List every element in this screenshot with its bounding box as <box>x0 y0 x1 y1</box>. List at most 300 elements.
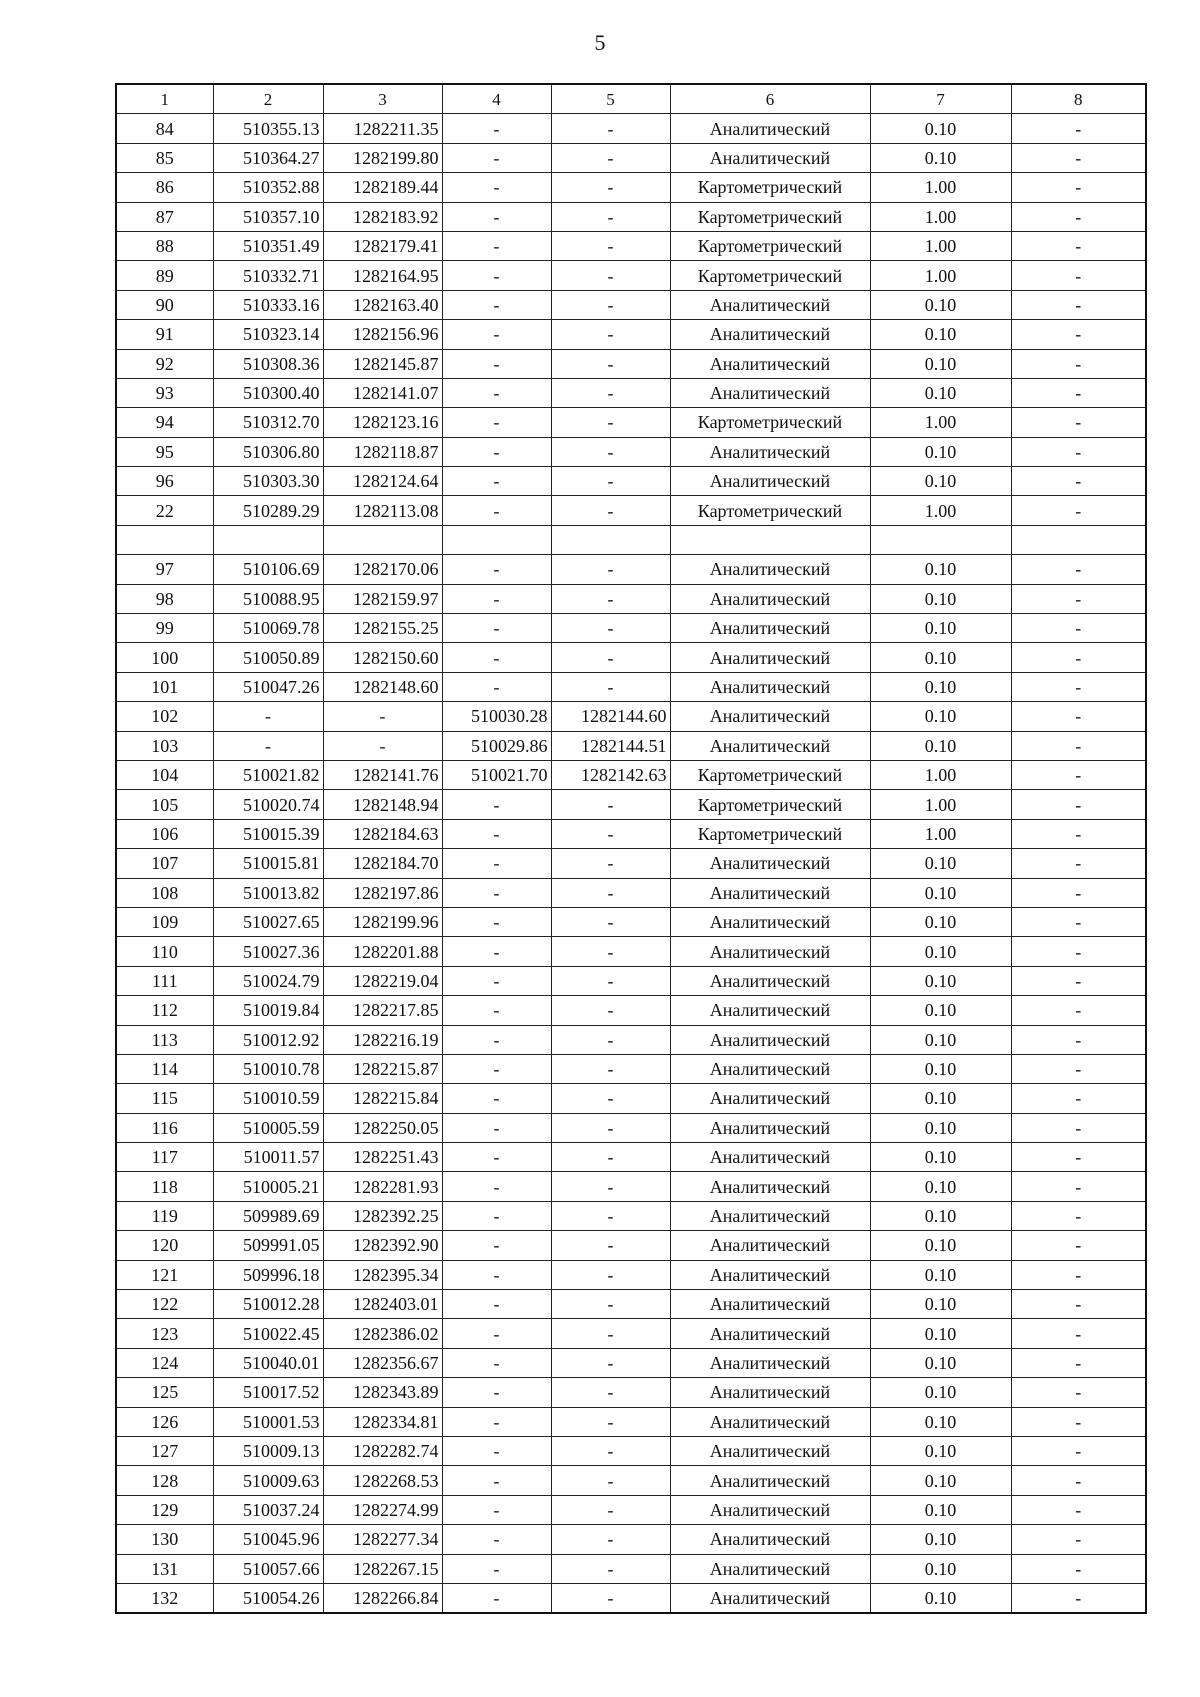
cell-method: Аналитический <box>670 672 870 701</box>
cell-note: - <box>1011 496 1146 525</box>
cell-new-y-coordinate: - <box>551 819 670 848</box>
cell-accuracy: 1.00 <box>870 496 1011 525</box>
table-row <box>116 1407 1146 1436</box>
cell-new-x-coordinate: - <box>442 996 551 1025</box>
cell-new-y-coordinate: - <box>551 114 670 143</box>
cell-x-coordinate: - <box>213 731 323 760</box>
cell-new-x-coordinate: - <box>442 1319 551 1348</box>
cell-new-x-coordinate: - <box>442 173 551 202</box>
cell-y-coordinate: 1282215.84 <box>323 1084 442 1113</box>
cell-y-coordinate: 1282184.63 <box>323 819 442 848</box>
cell-method: Аналитический <box>670 1407 870 1436</box>
cell-y-coordinate: 1282197.86 <box>323 878 442 907</box>
header-cell-point-number: 1 <box>116 84 213 114</box>
cell-method: Аналитический <box>670 702 870 731</box>
header-cell-y-coordinate: 3 <box>323 84 442 114</box>
cell-new-x-coordinate: - <box>442 496 551 525</box>
cell-x-coordinate: 510047.26 <box>213 672 323 701</box>
cell-point-number: 126 <box>116 1407 213 1436</box>
cell-method: Аналитический <box>670 1231 870 1260</box>
table-row <box>116 202 1146 231</box>
cell-y-coordinate: 1282123.16 <box>323 408 442 437</box>
cell-point-number: 107 <box>116 849 213 878</box>
cell-new-y-coordinate: - <box>551 1143 670 1172</box>
cell-x-coordinate: 510019.84 <box>213 996 323 1025</box>
table-row <box>116 702 1146 731</box>
cell-new-y-coordinate: - <box>551 584 670 613</box>
cell-point-number: 118 <box>116 1172 213 1201</box>
cell-new-y-coordinate: - <box>551 849 670 878</box>
cell-accuracy: 0.10 <box>870 1290 1011 1319</box>
cell-accuracy: 0.10 <box>870 1466 1011 1495</box>
cell-x-coordinate: 510332.71 <box>213 261 323 290</box>
cell-accuracy: 0.10 <box>870 1231 1011 1260</box>
cell-new-x-coordinate: - <box>442 643 551 672</box>
cell-accuracy: 0.10 <box>870 643 1011 672</box>
cell-accuracy: 0.10 <box>870 584 1011 613</box>
cell-new-y-coordinate: - <box>551 231 670 260</box>
cell-x-coordinate: 510012.28 <box>213 1290 323 1319</box>
cell-new-y-coordinate: - <box>551 1172 670 1201</box>
cell-y-coordinate: 1282277.34 <box>323 1525 442 1554</box>
cell-method: Картометрический <box>670 496 870 525</box>
cell-new-x-coordinate: - <box>442 1466 551 1495</box>
cell-method: Аналитический <box>670 1054 870 1083</box>
cell-point-number: 22 <box>116 496 213 525</box>
cell-new-y-coordinate: - <box>551 1260 670 1289</box>
cell-new-y-coordinate: - <box>551 614 670 643</box>
cell-point-number: 99 <box>116 614 213 643</box>
cell-new-y-coordinate: - <box>551 1084 670 1113</box>
cell-new-x-coordinate: - <box>442 849 551 878</box>
cell-new-y-coordinate: - <box>551 378 670 407</box>
cell-y-coordinate: 1282141.76 <box>323 760 442 789</box>
cell-accuracy: 0.10 <box>870 1525 1011 1554</box>
table-row <box>116 525 1146 554</box>
cell-method: Аналитический <box>670 1084 870 1113</box>
cell-x-coordinate: 510027.65 <box>213 907 323 936</box>
cell-method: Аналитический <box>670 349 870 378</box>
cell-y-coordinate: 1282215.87 <box>323 1054 442 1083</box>
cell-y-coordinate: 1282199.80 <box>323 143 442 172</box>
cell-method: Аналитический <box>670 114 870 143</box>
cell-new-x-coordinate: - <box>442 1554 551 1583</box>
cell-point-number: 127 <box>116 1436 213 1465</box>
cell-note: - <box>1011 1319 1146 1348</box>
cell-y-coordinate: 1282211.35 <box>323 114 442 143</box>
cell-point-number: 113 <box>116 1025 213 1054</box>
cell-new-x-coordinate: - <box>442 790 551 819</box>
table-row <box>116 584 1146 613</box>
cell-accuracy: 1.00 <box>870 760 1011 789</box>
cell-accuracy: 0.10 <box>870 1084 1011 1113</box>
cell-point-number: 85 <box>116 143 213 172</box>
cell-new-x-coordinate: - <box>442 1054 551 1083</box>
cell-accuracy: 0.10 <box>870 1348 1011 1377</box>
cell-point-number: 110 <box>116 937 213 966</box>
cell-x-coordinate: 510009.63 <box>213 1466 323 1495</box>
cell-y-coordinate: 1282201.88 <box>323 937 442 966</box>
cell-method: Картометрический <box>670 231 870 260</box>
cell-y-coordinate: 1282118.87 <box>323 437 442 466</box>
cell-accuracy: 0.10 <box>870 437 1011 466</box>
table-row <box>116 937 1146 966</box>
cell-new-x-coordinate: - <box>442 1583 551 1613</box>
cell-method: Аналитический <box>670 1025 870 1054</box>
cell-note: - <box>1011 1172 1146 1201</box>
cell-note: - <box>1011 1231 1146 1260</box>
cell-y-coordinate: 1282250.05 <box>323 1113 442 1142</box>
cell-x-coordinate: 510010.59 <box>213 1084 323 1113</box>
cell-point-number: 100 <box>116 643 213 672</box>
cell-point-number: 131 <box>116 1554 213 1583</box>
table-row <box>116 114 1146 143</box>
cell-new-x-coordinate: - <box>442 937 551 966</box>
cell-x-coordinate: 510001.53 <box>213 1407 323 1436</box>
cell-y-coordinate: 1282281.93 <box>323 1172 442 1201</box>
cell-new-y-coordinate: 1282144.60 <box>551 702 670 731</box>
cell-y-coordinate: 1282392.90 <box>323 1231 442 1260</box>
table-row <box>116 231 1146 260</box>
cell-point-number: 96 <box>116 467 213 496</box>
cell-accuracy: 0.10 <box>870 555 1011 584</box>
cell-point-number: 122 <box>116 1290 213 1319</box>
cell-y-coordinate: 1282179.41 <box>323 231 442 260</box>
table-row <box>116 1172 1146 1201</box>
cell-y-coordinate: 1282164.95 <box>323 261 442 290</box>
cell-note: - <box>1011 349 1146 378</box>
cell-new-y-coordinate: - <box>551 1025 670 1054</box>
cell-new-x-coordinate: - <box>442 467 551 496</box>
cell-x-coordinate: 510011.57 <box>213 1143 323 1172</box>
cell-x-coordinate: 510333.16 <box>213 290 323 319</box>
cell-point-number: 115 <box>116 1084 213 1113</box>
table-row <box>116 378 1146 407</box>
cell-accuracy: 0.10 <box>870 1172 1011 1201</box>
table-row <box>116 1436 1146 1465</box>
cell-new-y-coordinate: - <box>551 1113 670 1142</box>
cell-accuracy: 0.10 <box>870 1554 1011 1583</box>
cell-new-y-coordinate: - <box>551 1201 670 1230</box>
cell-method: Аналитический <box>670 1172 870 1201</box>
cell-new-x-coordinate: - <box>442 437 551 466</box>
cell-y-coordinate: 1282356.67 <box>323 1348 442 1377</box>
cell-point-number: 84 <box>116 114 213 143</box>
cell-method: Аналитический <box>670 1495 870 1524</box>
table-row <box>116 143 1146 172</box>
cell-note: - <box>1011 437 1146 466</box>
cell-y-coordinate: 1282124.64 <box>323 467 442 496</box>
table-row <box>116 614 1146 643</box>
cell-new-y-coordinate: - <box>551 290 670 319</box>
cell-y-coordinate: 1282189.44 <box>323 173 442 202</box>
cell-new-x-coordinate <box>442 525 551 554</box>
cell-x-coordinate: 510005.59 <box>213 1113 323 1142</box>
cell-new-x-coordinate: - <box>442 1290 551 1319</box>
cell-new-y-coordinate: - <box>551 261 670 290</box>
cell-new-y-coordinate: - <box>551 202 670 231</box>
cell-method: Картометрический <box>670 261 870 290</box>
table-row <box>116 437 1146 466</box>
table-body <box>116 84 1146 1613</box>
table-row <box>116 1260 1146 1289</box>
cell-y-coordinate: 1282251.43 <box>323 1143 442 1172</box>
cell-note: - <box>1011 996 1146 1025</box>
cell-y-coordinate: 1282199.96 <box>323 907 442 936</box>
cell-new-y-coordinate: - <box>551 467 670 496</box>
table-row <box>116 1495 1146 1524</box>
cell-y-coordinate: 1282183.92 <box>323 202 442 231</box>
cell-point-number: 117 <box>116 1143 213 1172</box>
cell-y-coordinate: 1282267.15 <box>323 1554 442 1583</box>
table-row <box>116 496 1146 525</box>
cell-x-coordinate: 510040.01 <box>213 1348 323 1377</box>
cell-accuracy: 1.00 <box>870 408 1011 437</box>
cell-new-x-coordinate: - <box>442 614 551 643</box>
cell-x-coordinate: 510005.21 <box>213 1172 323 1201</box>
cell-accuracy: 0.10 <box>870 907 1011 936</box>
cell-new-y-coordinate: 1282144.51 <box>551 731 670 760</box>
table-row <box>116 878 1146 907</box>
cell-x-coordinate: 510357.10 <box>213 202 323 231</box>
cell-new-y-coordinate: - <box>551 555 670 584</box>
cell-method: Аналитический <box>670 1554 870 1583</box>
cell-new-x-coordinate: - <box>442 1231 551 1260</box>
cell-y-coordinate: 1282141.07 <box>323 378 442 407</box>
cell-x-coordinate: 510351.49 <box>213 231 323 260</box>
cell-point-number: 120 <box>116 1231 213 1260</box>
cell-note: - <box>1011 1025 1146 1054</box>
cell-note: - <box>1011 937 1146 966</box>
cell-method: Аналитический <box>670 437 870 466</box>
cell-method: Аналитический <box>670 966 870 995</box>
cell-method: Аналитический <box>670 290 870 319</box>
cell-point-number: 108 <box>116 878 213 907</box>
cell-point-number: 114 <box>116 1054 213 1083</box>
cell-method: Аналитический <box>670 1348 870 1377</box>
cell-new-x-coordinate: - <box>442 1260 551 1289</box>
cell-new-x-coordinate: - <box>442 966 551 995</box>
cell-x-coordinate: 510289.29 <box>213 496 323 525</box>
cell-new-x-coordinate: - <box>442 320 551 349</box>
cell-note <box>1011 525 1146 554</box>
cell-new-x-coordinate: - <box>442 378 551 407</box>
cell-method: Аналитический <box>670 555 870 584</box>
header-cell-new-y-coordinate: 5 <box>551 84 670 114</box>
page-number: 5 <box>594 30 606 55</box>
table-row <box>116 1113 1146 1142</box>
table-row <box>116 643 1146 672</box>
cell-new-y-coordinate: - <box>551 173 670 202</box>
cell-method: Аналитический <box>670 1525 870 1554</box>
cell-method: Аналитический <box>670 1201 870 1230</box>
cell-new-y-coordinate: - <box>551 1378 670 1407</box>
cell-new-x-coordinate: - <box>442 143 551 172</box>
cell-point-number: 90 <box>116 290 213 319</box>
cell-accuracy: 0.10 <box>870 1143 1011 1172</box>
cell-note: - <box>1011 672 1146 701</box>
cell-new-x-coordinate: - <box>442 907 551 936</box>
cell-x-coordinate: 510037.24 <box>213 1495 323 1524</box>
cell-method: Аналитический <box>670 878 870 907</box>
cell-note: - <box>1011 261 1146 290</box>
cell-note: - <box>1011 760 1146 789</box>
cell-accuracy: 0.10 <box>870 937 1011 966</box>
cell-new-x-coordinate: - <box>442 231 551 260</box>
table-row <box>116 1084 1146 1113</box>
cell-accuracy: 0.10 <box>870 467 1011 496</box>
cell-y-coordinate: 1282113.08 <box>323 496 442 525</box>
cell-method: Аналитический <box>670 1583 870 1613</box>
cell-new-x-coordinate: - <box>442 819 551 848</box>
header-cell-accuracy: 7 <box>870 84 1011 114</box>
cell-method: Аналитический <box>670 143 870 172</box>
cell-point-number: 103 <box>116 731 213 760</box>
table-row <box>116 966 1146 995</box>
cell-point-number: 124 <box>116 1348 213 1377</box>
cell-note: - <box>1011 702 1146 731</box>
cell-note: - <box>1011 1290 1146 1319</box>
table-row <box>116 1231 1146 1260</box>
table-row <box>116 1348 1146 1377</box>
cell-method: Картометрический <box>670 819 870 848</box>
table-row <box>116 1466 1146 1495</box>
cell-new-x-coordinate: - <box>442 114 551 143</box>
cell-accuracy: 0.10 <box>870 1583 1011 1613</box>
cell-x-coordinate: 510045.96 <box>213 1525 323 1554</box>
cell-note: - <box>1011 1143 1146 1172</box>
cell-method <box>670 525 870 554</box>
cell-new-y-coordinate: - <box>551 1554 670 1583</box>
cell-y-coordinate: 1282145.87 <box>323 349 442 378</box>
cell-point-number: 106 <box>116 819 213 848</box>
cell-point-number: 121 <box>116 1260 213 1289</box>
cell-y-coordinate: 1282403.01 <box>323 1290 442 1319</box>
cell-new-y-coordinate: - <box>551 790 670 819</box>
cell-method: Аналитический <box>670 1113 870 1142</box>
cell-new-y-coordinate: - <box>551 1466 670 1495</box>
cell-y-coordinate: - <box>323 702 442 731</box>
cell-new-y-coordinate: - <box>551 408 670 437</box>
cell-new-x-coordinate: - <box>442 1348 551 1377</box>
cell-note: - <box>1011 731 1146 760</box>
cell-method: Аналитический <box>670 1319 870 1348</box>
cell-new-y-coordinate: - <box>551 1495 670 1524</box>
cell-x-coordinate: 510364.27 <box>213 143 323 172</box>
cell-point-number: 130 <box>116 1525 213 1554</box>
cell-method: Аналитический <box>670 378 870 407</box>
table-row <box>116 1143 1146 1172</box>
cell-accuracy: 0.10 <box>870 320 1011 349</box>
cell-accuracy: 1.00 <box>870 202 1011 231</box>
cell-point-number: 89 <box>116 261 213 290</box>
cell-x-coordinate: 510050.89 <box>213 643 323 672</box>
cell-y-coordinate: 1282266.84 <box>323 1583 442 1613</box>
cell-y-coordinate: 1282392.25 <box>323 1201 442 1230</box>
cell-accuracy: 0.10 <box>870 1201 1011 1230</box>
cell-new-x-coordinate: - <box>442 202 551 231</box>
cell-new-x-coordinate: 510029.86 <box>442 731 551 760</box>
table-row <box>116 1583 1146 1613</box>
header-cell-method: 6 <box>670 84 870 114</box>
cell-note: - <box>1011 1554 1146 1583</box>
cell-x-coordinate: 510306.80 <box>213 437 323 466</box>
table-row <box>116 1525 1146 1554</box>
cell-note: - <box>1011 1525 1146 1554</box>
cell-new-x-coordinate: - <box>442 1378 551 1407</box>
cell-note: - <box>1011 467 1146 496</box>
cell-y-coordinate: 1282163.40 <box>323 290 442 319</box>
cell-y-coordinate: 1282274.99 <box>323 1495 442 1524</box>
cell-note: - <box>1011 614 1146 643</box>
cell-method: Аналитический <box>670 467 870 496</box>
cell-note: - <box>1011 1466 1146 1495</box>
table-row <box>116 790 1146 819</box>
cell-new-y-coordinate: - <box>551 143 670 172</box>
cell-note: - <box>1011 555 1146 584</box>
cell-accuracy: 0.10 <box>870 702 1011 731</box>
cell-point-number: 104 <box>116 760 213 789</box>
cell-point-number: 92 <box>116 349 213 378</box>
cell-method: Аналитический <box>670 1378 870 1407</box>
cell-point-number: 102 <box>116 702 213 731</box>
cell-y-coordinate: 1282217.85 <box>323 996 442 1025</box>
cell-x-coordinate: 510024.79 <box>213 966 323 995</box>
cell-method: Аналитический <box>670 1143 870 1172</box>
cell-note: - <box>1011 849 1146 878</box>
cell-point-number: 112 <box>116 996 213 1025</box>
cell-y-coordinate: 1282148.60 <box>323 672 442 701</box>
cell-new-x-coordinate: - <box>442 1113 551 1142</box>
cell-y-coordinate: 1282156.96 <box>323 320 442 349</box>
cell-x-coordinate: 510012.92 <box>213 1025 323 1054</box>
cell-x-coordinate: 510017.52 <box>213 1378 323 1407</box>
cell-x-coordinate: 510069.78 <box>213 614 323 643</box>
cell-method: Аналитический <box>670 1436 870 1465</box>
cell-accuracy: 0.10 <box>870 731 1011 760</box>
table-row <box>116 320 1146 349</box>
cell-new-x-coordinate: - <box>442 408 551 437</box>
cell-x-coordinate: 510020.74 <box>213 790 323 819</box>
cell-note: - <box>1011 1407 1146 1436</box>
cell-y-coordinate: 1282184.70 <box>323 849 442 878</box>
table-row <box>116 467 1146 496</box>
cell-point-number: 128 <box>116 1466 213 1495</box>
table-row <box>116 349 1146 378</box>
cell-accuracy: 0.10 <box>870 1054 1011 1083</box>
cell-accuracy: 0.10 <box>870 1495 1011 1524</box>
cell-accuracy: 0.10 <box>870 349 1011 378</box>
cell-new-x-coordinate: - <box>442 1143 551 1172</box>
cell-note: - <box>1011 320 1146 349</box>
cell-accuracy: 1.00 <box>870 261 1011 290</box>
cell-y-coordinate: 1282219.04 <box>323 966 442 995</box>
cell-y-coordinate: 1282155.25 <box>323 614 442 643</box>
cell-new-x-coordinate: - <box>442 290 551 319</box>
cell-new-y-coordinate: - <box>551 937 670 966</box>
cell-x-coordinate: 510303.30 <box>213 467 323 496</box>
cell-accuracy: 1.00 <box>870 819 1011 848</box>
coordinates-table <box>115 83 1147 1614</box>
cell-new-x-coordinate: 510021.70 <box>442 760 551 789</box>
cell-y-coordinate: 1282150.60 <box>323 643 442 672</box>
cell-x-coordinate: 510027.36 <box>213 937 323 966</box>
cell-accuracy: 0.10 <box>870 966 1011 995</box>
cell-x-coordinate: 510355.13 <box>213 114 323 143</box>
cell-new-y-coordinate: - <box>551 672 670 701</box>
cell-x-coordinate: 510300.40 <box>213 378 323 407</box>
cell-new-y-coordinate: - <box>551 1231 670 1260</box>
